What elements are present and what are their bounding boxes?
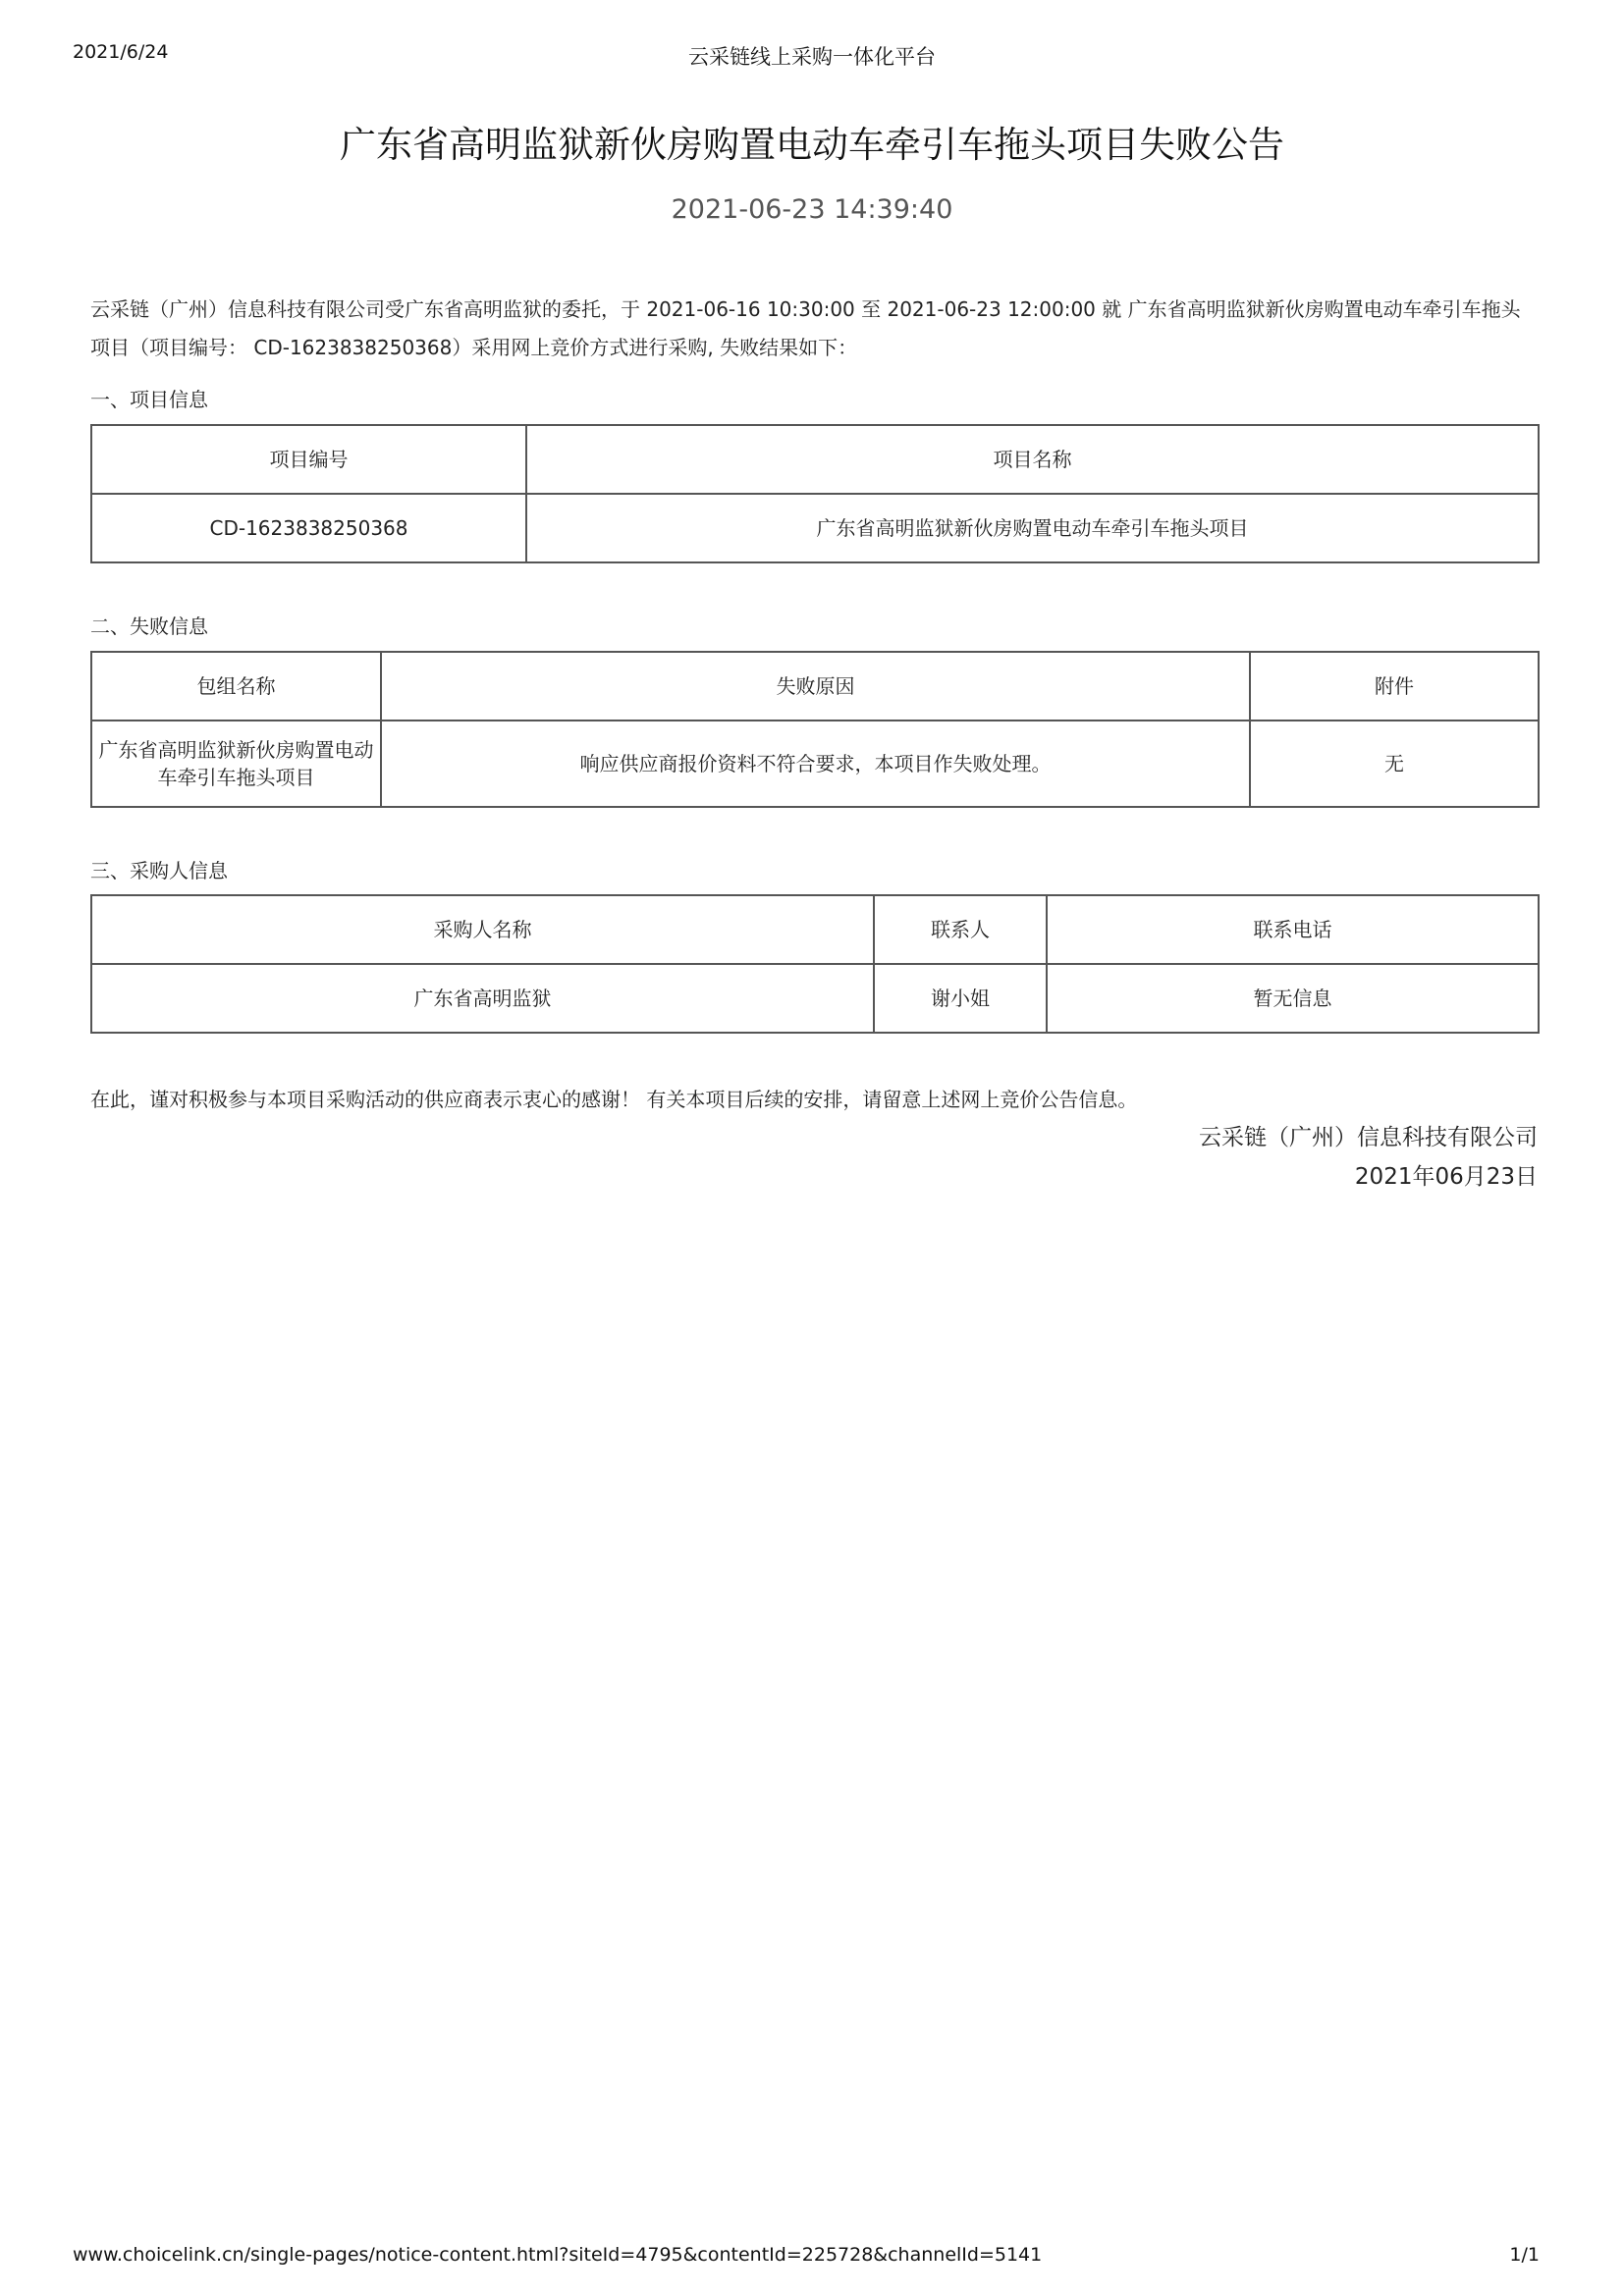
print-date: 2021/6/24 (73, 41, 169, 63)
cell-purchaser-name: 广东省高明监狱 (91, 964, 874, 1033)
footer-url: www.choicelink.cn/single-pages/notice-content.html?siteId=4795&contentId=225728&channelId=5141 (73, 2244, 1043, 2266)
page-number: 1/1 (1509, 2244, 1540, 2266)
purchaser-info-table (90, 894, 1540, 1034)
cell-contact-phone: 暂无信息 (1047, 964, 1539, 1033)
section-heading-project: 一、项目信息 (90, 388, 208, 411)
header-contact-phone: 联系电话 (1047, 895, 1539, 964)
print-site-title: 云采链线上采购一体化平台 (688, 45, 936, 69)
table-header-row (91, 652, 1539, 721)
section-heading-purchaser: 三、采购人信息 (90, 859, 228, 882)
cell-failure-reason: 响应供应商报价资料不符合要求，本项目作失败处理。 (381, 721, 1250, 807)
table-row (91, 721, 1539, 807)
signature-date: 2021年06月23日 (1354, 1164, 1538, 1190)
header-package-name: 包组名称 (91, 652, 381, 721)
header-project-number: 项目编号 (91, 425, 526, 494)
intro-line-1: 云采链（广州）信息科技有限公司受广东省高明监狱的委托，于 2021-06-16 10:30:00 至 2021-06-23 12:00:00 就 广东省高明监狱新伙房购置电动车牵引车拖头 (90, 297, 1521, 321)
table-header-row (91, 895, 1539, 964)
cell-project-number: CD-1623838250368 (91, 494, 526, 562)
cell-project-name: 广东省高明监狱新伙房购置电动车牵引车拖头项目 (526, 494, 1539, 562)
intro-paragraph (90, 291, 1563, 367)
header-failure-reason: 失败原因 (381, 652, 1250, 721)
section-heading-failure: 二、失败信息 (90, 614, 208, 638)
project-info-table (90, 424, 1540, 563)
table-row (91, 494, 1539, 562)
table-header-row (91, 425, 1539, 494)
signature-company: 云采链（广州）信息科技有限公司 (1199, 1125, 1538, 1150)
cell-attachment: 无 (1250, 721, 1539, 807)
header-attachment: 附件 (1250, 652, 1539, 721)
failure-info-table (90, 651, 1540, 808)
table-row (91, 964, 1539, 1033)
page-title: 广东省高明监狱新伙房购置电动车牵引车拖头项目失败公告 (340, 124, 1284, 166)
cell-contact-person: 谢小姐 (874, 964, 1047, 1033)
closing-text: 在此，谨对积极参与本项目采购活动的供应商表示衷心的感谢！ 有关本项目后续的安排，请留意上述网上竞价公告信息。 (90, 1088, 1138, 1111)
header-contact-person: 联系人 (874, 895, 1047, 964)
intro-line-2: 项目（项目编号： CD-1623838250368）采用网上竞价方式进行采购, 失败结果如下： (90, 336, 858, 359)
header-purchaser-name: 采购人名称 (91, 895, 874, 964)
publish-datetime: 2021-06-23 14:39:40 (671, 194, 953, 225)
header-project-name: 项目名称 (526, 425, 1539, 494)
package-name-line-2: 车牵引车拖头项目 (157, 766, 315, 789)
package-name-line-1: 广东省高明监狱新伙房购置电动 (98, 738, 374, 762)
cell-package-name (91, 721, 381, 807)
